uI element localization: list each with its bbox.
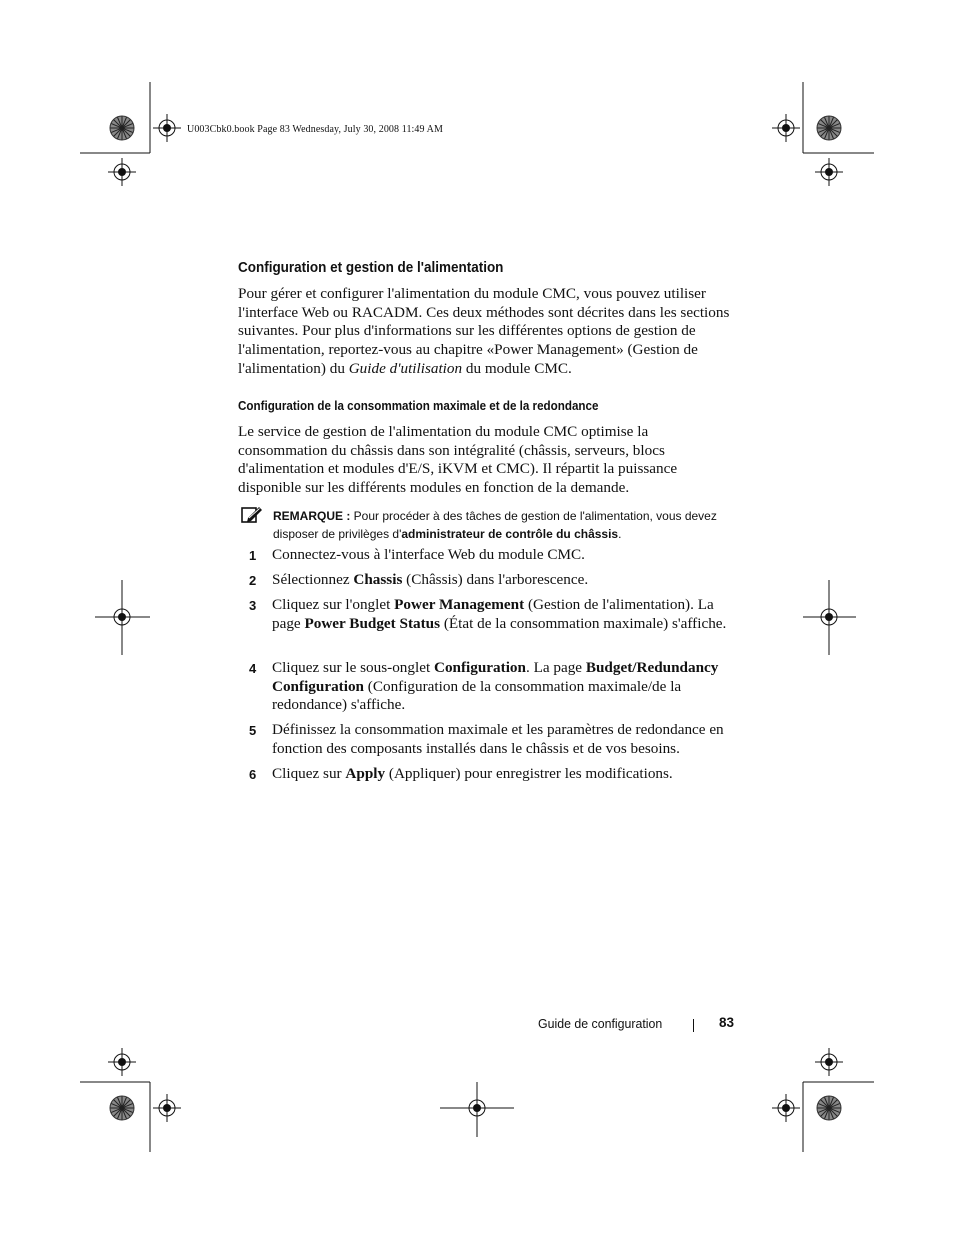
- footer-separator: [693, 1019, 694, 1032]
- step-number: 1: [249, 548, 257, 563]
- intro-text-2: du module CMC.: [462, 359, 572, 377]
- intro-text-1: Pour gérer et configurer l'alimentation du module CMC, vous pouvez utiliser l'interface Web ou RACADM. Ces deux méthodes sont décrites dans les sections suivantes. Pour plus d'informations sur les différentes options de gestion de l'alimentation, reportez-vous au chapitre «Power Management» (Gestion de l'alimentation) du: [238, 285, 730, 377]
- step-text-part: (Appliquer) pour enregistrer les modifications.: [385, 765, 673, 782]
- step-text-part: Cliquez sur: [272, 765, 346, 782]
- step-number: 6: [249, 767, 257, 782]
- subsection-title: Configuration de la consommation maximale et de la redondance: [238, 399, 599, 413]
- note-label: REMARQUE :: [273, 509, 351, 523]
- step-text-part: Définissez la consommation maximale et les paramètres de redondance en fonction des composants installés dans le châssis et de vos besoins.: [272, 721, 724, 757]
- note-text: [273, 507, 743, 543]
- step-text-part: (Châssis) dans l'arborescence.: [402, 571, 589, 588]
- section-title: Configuration et gestion de l'alimentation: [238, 260, 504, 276]
- step-text: [272, 546, 742, 565]
- step-text-part: Cliquez sur le sous-onglet: [272, 659, 434, 676]
- note-text-1: Pour procéder à des tâches de gestion de l'alimentation, vous devez disposer de privilèges d': [273, 509, 717, 541]
- ui-term-bold: Power Budget Status: [304, 614, 441, 632]
- step-text: [272, 571, 742, 590]
- ui-term-bold: Configuration: [433, 659, 526, 676]
- step-text-part: Sélectionnez: [272, 571, 354, 588]
- step-text: [272, 721, 742, 758]
- ui-term-bold: Power Management: [394, 596, 525, 613]
- step-text: [272, 596, 742, 633]
- intro-paragraph: [238, 285, 738, 379]
- step-text-part: (Configuration de la consommation maximale/de la redondance) s'affiche.: [272, 677, 682, 714]
- step-text: [272, 765, 742, 784]
- step-number: 5: [249, 723, 257, 738]
- step-text-part: Cliquez sur l'onglet: [272, 596, 395, 613]
- subsection-paragraph: Le service de gestion de l'alimentation du module CMC optimise la consommation du châssis dans son intégralité (châssis, serveurs, blocs d'alimentation et modules d'E/S, iKVM et CMC). Il répartit la puissance disponible sur les différents modules en fonction de la demande.: [238, 423, 678, 497]
- guide-title-italic: Guide d'utilisation: [348, 359, 463, 377]
- step-text-part: . La page: [525, 659, 586, 676]
- book-slug: U003Cbk0.book Page 83 Wednesday, July 30, 2008 11:49 AM: [187, 124, 443, 135]
- step-text: [272, 659, 742, 715]
- step-number: 3: [249, 598, 257, 613]
- ui-term-bold: Apply: [345, 765, 386, 782]
- step-text-part: (Gestion de l'alimentation). La page: [272, 596, 714, 632]
- footer-label: Guide de configuration: [538, 1016, 663, 1031]
- page-number: 83: [719, 1015, 735, 1030]
- note-privilege-bold: administrateur de contrôle du châssis: [401, 527, 619, 541]
- step-number: 4: [249, 661, 257, 676]
- ui-term-bold: Chassis: [353, 571, 403, 588]
- step-text-part: (État de la consommation maximale) s'affiche.: [440, 614, 727, 632]
- step-number: 2: [249, 573, 257, 588]
- ui-term-bold: Budget/Redundancy Configuration: [272, 659, 719, 695]
- pencil-note-icon: [241, 505, 263, 523]
- note-text-2: .: [618, 527, 622, 541]
- step-text-part: Connectez-vous à l'interface Web du module CMC.: [272, 546, 585, 563]
